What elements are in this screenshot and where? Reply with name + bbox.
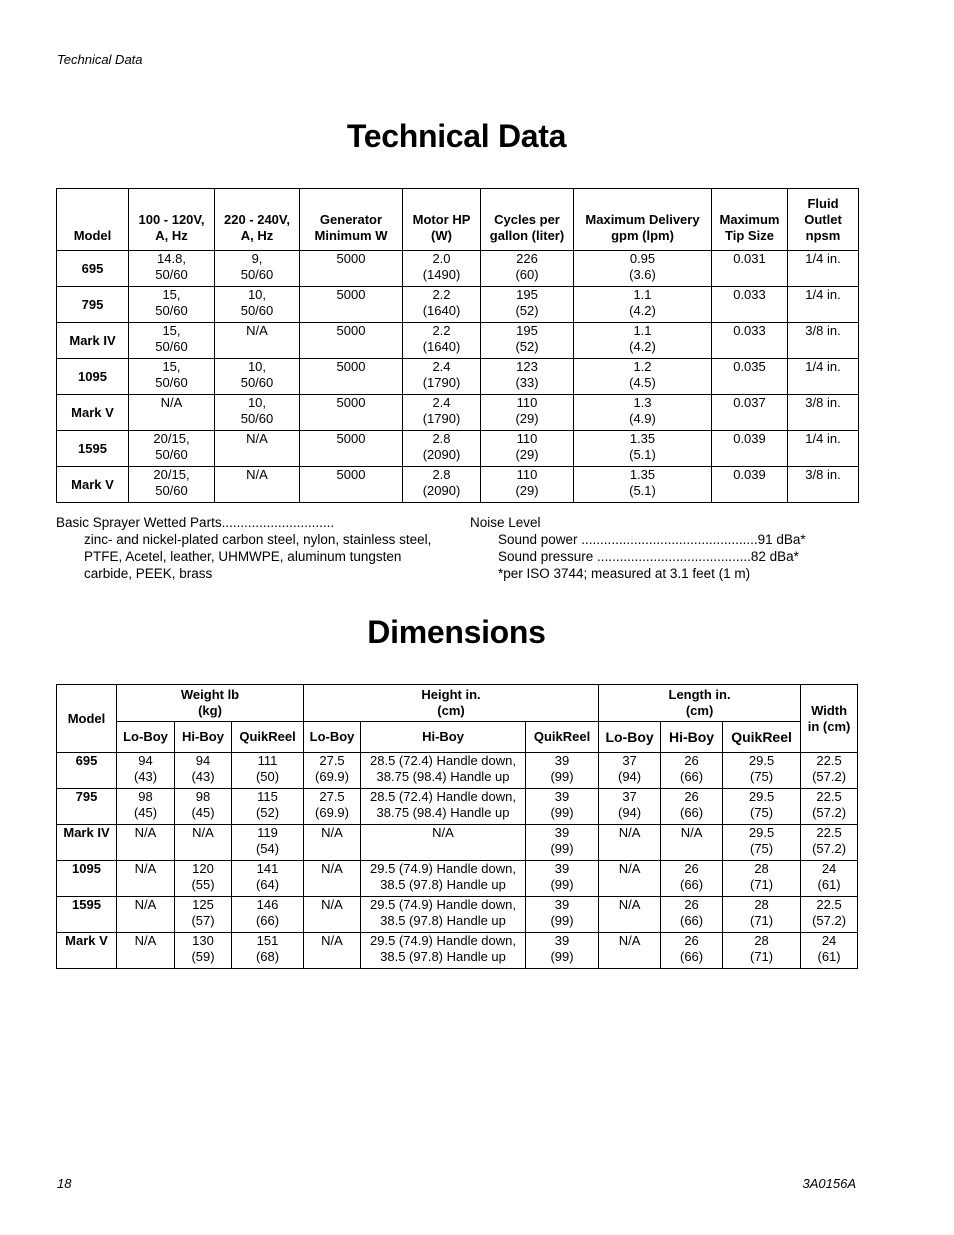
dim-cell: 27.5 (69.9) — [304, 789, 361, 825]
tech-header-5: Cycles per gallon (liter) — [481, 189, 574, 251]
dim-cell: N/A — [304, 897, 361, 933]
tech-header-4: Motor HP (W) — [403, 189, 481, 251]
dim-cell: 39 (99) — [526, 861, 599, 897]
dim-cell: 29.5 (74.9) Handle down, 38.5 (97.8) Handle up — [361, 897, 526, 933]
sound-power: Sound power ...............................................91 dBa* — [498, 532, 806, 547]
tech-cell: 9, 50/60 — [215, 251, 300, 287]
noise-footnote: *per ISO 3744; measured at 3.1 feet (1 m) — [498, 566, 751, 581]
dim-cell: 26 (66) — [661, 897, 723, 933]
dim-row — [57, 825, 858, 861]
dim-cell: N/A — [361, 825, 526, 861]
dim-subheader-8: QuikReel — [723, 722, 801, 753]
dim-cell: 27.5 (69.9) — [304, 753, 361, 789]
dim-cell: 26 (66) — [661, 861, 723, 897]
dim-cell: 94 (43) — [175, 753, 232, 789]
noise-level-note — [470, 514, 870, 582]
tech-cell: 1.2 (4.5) — [574, 359, 712, 395]
dim-cell: 22.5 (57.2) — [801, 753, 858, 789]
dim-cell: 115 (52) — [232, 789, 304, 825]
wetted-parts-materials: zinc- and nickel-plated carbon steel, nylon, stainless steel, PTFE, Acetel, leather, UHMWPE, aluminum tungsten carbide, PEEK, brass — [84, 532, 432, 581]
dim-cell: 29.5 (74.9) Handle down, 38.5 (97.8) Handle up — [361, 861, 526, 897]
dim-model-cell: 1595 — [57, 897, 117, 933]
dim-cell: N/A — [117, 933, 175, 969]
tech-cell: 2.0 (1490) — [403, 251, 481, 287]
tech-cell: 110 (29) — [481, 431, 574, 467]
tech-model-cell: Mark IV — [57, 323, 129, 359]
dim-cell: N/A — [661, 825, 723, 861]
tech-cell: 0.039 — [712, 431, 788, 467]
dim-cell: 24 (61) — [801, 933, 858, 969]
tech-cell: N/A — [215, 323, 300, 359]
dim-cell: 39 (99) — [526, 897, 599, 933]
dim-cell: N/A — [175, 825, 232, 861]
tech-header-1: 100 - 120V, A, Hz — [129, 189, 215, 251]
tech-row — [57, 359, 859, 395]
tech-row — [57, 323, 859, 359]
tech-cell: 2.4 (1790) — [403, 359, 481, 395]
tech-cell: N/A — [215, 467, 300, 503]
tech-cell: 15, 50/60 — [129, 359, 215, 395]
tech-cell: 123 (33) — [481, 359, 574, 395]
tech-cell: 3/8 in. — [788, 323, 859, 359]
dim-cell: 28.5 (72.4) Handle down, 38.75 (98.4) Handle up — [361, 753, 526, 789]
tech-model-cell: 695 — [57, 251, 129, 287]
dim-model-cell: 795 — [57, 789, 117, 825]
dim-subheader-6: Lo-Boy — [599, 722, 661, 753]
tech-cell: 1.3 (4.9) — [574, 395, 712, 431]
dim-cell: N/A — [599, 933, 661, 969]
dim-cell: 151 (68) — [232, 933, 304, 969]
dim-cell: 24 (61) — [801, 861, 858, 897]
dim-cell: 29.5 (75) — [723, 789, 801, 825]
dim-cell: N/A — [304, 861, 361, 897]
tech-model-cell: Mark V — [57, 467, 129, 503]
wetted-parts-note — [56, 514, 436, 582]
dim-cell: 37 (94) — [599, 753, 661, 789]
tech-cell: 14.8, 50/60 — [129, 251, 215, 287]
tech-cell: 1/4 in. — [788, 431, 859, 467]
tech-model-cell: 1595 — [57, 431, 129, 467]
dim-cell: 29.5 (75) — [723, 825, 801, 861]
tech-model-cell: Mark V — [57, 395, 129, 431]
tech-cell: 20/15, 50/60 — [129, 467, 215, 503]
tech-cell: 0.033 — [712, 323, 788, 359]
tech-cell: 195 (52) — [481, 323, 574, 359]
dim-row — [57, 753, 858, 789]
dim-cell: 119 (54) — [232, 825, 304, 861]
tech-cell: 5000 — [300, 359, 403, 395]
dim-cell: 98 (45) — [117, 789, 175, 825]
dim-cell: 98 (45) — [175, 789, 232, 825]
dim-cell: 111 (50) — [232, 753, 304, 789]
dim-header-width: Width in (cm) — [801, 685, 858, 753]
dim-model-cell: Mark IV — [57, 825, 117, 861]
dim-cell: 37 (94) — [599, 789, 661, 825]
dim-cell: N/A — [117, 897, 175, 933]
dim-cell: 29.5 (74.9) Handle down, 38.5 (97.8) Handle up — [361, 933, 526, 969]
sound-pressure: Sound pressure .........................................82 dBa* — [498, 549, 799, 564]
tech-cell: 0.035 — [712, 359, 788, 395]
tech-row — [57, 251, 859, 287]
tech-cell: 2.8 (2090) — [403, 467, 481, 503]
dim-cell: N/A — [599, 861, 661, 897]
dim-cell: 26 (66) — [661, 753, 723, 789]
dim-model-cell: 695 — [57, 753, 117, 789]
tech-cell: 1.1 (4.2) — [574, 323, 712, 359]
dim-header-length: Length in. (cm) — [599, 685, 801, 722]
tech-cell: 195 (52) — [481, 287, 574, 323]
tech-model-cell: 1095 — [57, 359, 129, 395]
dim-row — [57, 861, 858, 897]
tech-cell: 10, 50/60 — [215, 395, 300, 431]
tech-cell: 1/4 in. — [788, 359, 859, 395]
dim-model-cell: Mark V — [57, 933, 117, 969]
dim-row — [57, 897, 858, 933]
tech-cell: 1/4 in. — [788, 251, 859, 287]
technical-data-title: Technical Data — [346, 118, 567, 154]
tech-cell: 5000 — [300, 323, 403, 359]
dimensions-table — [56, 684, 858, 969]
dim-cell: 146 (66) — [232, 897, 304, 933]
tech-cell: 3/8 in. — [788, 395, 859, 431]
dim-cell: 29.5 (75) — [723, 753, 801, 789]
dim-header-model: Model — [57, 685, 117, 753]
tech-cell: 15, 50/60 — [129, 323, 215, 359]
tech-cell: 5000 — [300, 287, 403, 323]
dim-cell: 120 (55) — [175, 861, 232, 897]
dim-cell: 130 (59) — [175, 933, 232, 969]
tech-model-cell: 795 — [57, 287, 129, 323]
dim-header-weight: Weight lb (kg) — [117, 685, 304, 722]
dim-cell: N/A — [304, 933, 361, 969]
tech-cell: 2.4 (1790) — [403, 395, 481, 431]
tech-cell: 10, 50/60 — [215, 287, 300, 323]
page-number: 18 — [57, 1176, 72, 1191]
dim-model-cell: 1095 — [57, 861, 117, 897]
dim-cell: 28.5 (72.4) Handle down, 38.75 (98.4) Handle up — [361, 789, 526, 825]
tech-cell: 5000 — [300, 251, 403, 287]
tech-cell: 2.8 (2090) — [403, 431, 481, 467]
tech-row — [57, 395, 859, 431]
tech-cell: 110 (29) — [481, 467, 574, 503]
dim-cell: 22.5 (57.2) — [801, 897, 858, 933]
tech-header-2: 220 - 240V, A, Hz — [215, 189, 300, 251]
tech-cell: 0.033 — [712, 287, 788, 323]
tech-cell: 5000 — [300, 431, 403, 467]
tech-cell: 5000 — [300, 395, 403, 431]
dim-cell: 26 (66) — [661, 933, 723, 969]
tech-cell: 15, 50/60 — [129, 287, 215, 323]
dim-subheader-3: Lo-Boy — [304, 722, 361, 753]
dim-subheader-4: Hi-Boy — [361, 722, 526, 753]
tech-cell: 5000 — [300, 467, 403, 503]
dim-cell: 141 (64) — [232, 861, 304, 897]
tech-cell: 226 (60) — [481, 251, 574, 287]
running-header: Technical Data — [57, 52, 143, 67]
dim-cell: 39 (99) — [526, 789, 599, 825]
dim-cell: 39 (99) — [526, 825, 599, 861]
tech-cell: 1.35 (5.1) — [574, 467, 712, 503]
dim-subheader-5: QuikReel — [526, 722, 599, 753]
dim-cell: N/A — [117, 825, 175, 861]
tech-row — [57, 431, 859, 467]
tech-cell: 20/15, 50/60 — [129, 431, 215, 467]
dim-subheader-2: QuikReel — [232, 722, 304, 753]
tech-cell: 1/4 in. — [788, 287, 859, 323]
dim-subheader-7: Hi-Boy — [661, 722, 723, 753]
dim-cell: N/A — [599, 825, 661, 861]
tech-row — [57, 287, 859, 323]
dim-cell: 39 (99) — [526, 933, 599, 969]
tech-cell: 3/8 in. — [788, 467, 859, 503]
tech-header-0: Model — [57, 189, 129, 251]
wetted-parts-label: Basic Sprayer Wetted Parts.............................. — [56, 515, 335, 530]
dim-cell: 28 (71) — [723, 861, 801, 897]
tech-header-3: Generator Minimum W — [300, 189, 403, 251]
tech-cell: 0.039 — [712, 467, 788, 503]
dim-subheader-0: Lo-Boy — [117, 722, 175, 753]
dim-cell: 28 (71) — [723, 933, 801, 969]
tech-cell: 0.031 — [712, 251, 788, 287]
dim-cell: 28 (71) — [723, 897, 801, 933]
tech-row — [57, 467, 859, 503]
dim-cell: 22.5 (57.2) — [801, 789, 858, 825]
tech-cell: 10, 50/60 — [215, 359, 300, 395]
tech-cell: 2.2 (1640) — [403, 323, 481, 359]
dim-cell: N/A — [117, 861, 175, 897]
tech-header-7: Maximum Tip Size — [712, 189, 788, 251]
dim-cell: 39 (99) — [526, 753, 599, 789]
dim-subheader-1: Hi-Boy — [175, 722, 232, 753]
dim-cell: 22.5 (57.2) — [801, 825, 858, 861]
technical-data-table — [56, 188, 859, 503]
dim-header-height: Height in. (cm) — [304, 685, 599, 722]
document-id: 3A0156A — [802, 1176, 856, 1191]
tech-header-8: Fluid Outlet npsm — [788, 189, 859, 251]
dim-cell: 94 (43) — [117, 753, 175, 789]
dim-cell: 26 (66) — [661, 789, 723, 825]
tech-cell: N/A — [215, 431, 300, 467]
dimensions-title: Dimensions — [367, 614, 546, 650]
tech-cell: 2.2 (1640) — [403, 287, 481, 323]
tech-cell: 0.95 (3.6) — [574, 251, 712, 287]
tech-cell: N/A — [129, 395, 215, 431]
tech-header-6: Maximum Delivery gpm (lpm) — [574, 189, 712, 251]
dim-row — [57, 789, 858, 825]
dim-cell: N/A — [599, 897, 661, 933]
tech-cell: 0.037 — [712, 395, 788, 431]
noise-level-label: Noise Level — [470, 515, 541, 530]
dim-row — [57, 933, 858, 969]
dim-cell: N/A — [304, 825, 361, 861]
tech-cell: 110 (29) — [481, 395, 574, 431]
dim-cell: 125 (57) — [175, 897, 232, 933]
tech-cell: 1.35 (5.1) — [574, 431, 712, 467]
tech-cell: 1.1 (4.2) — [574, 287, 712, 323]
